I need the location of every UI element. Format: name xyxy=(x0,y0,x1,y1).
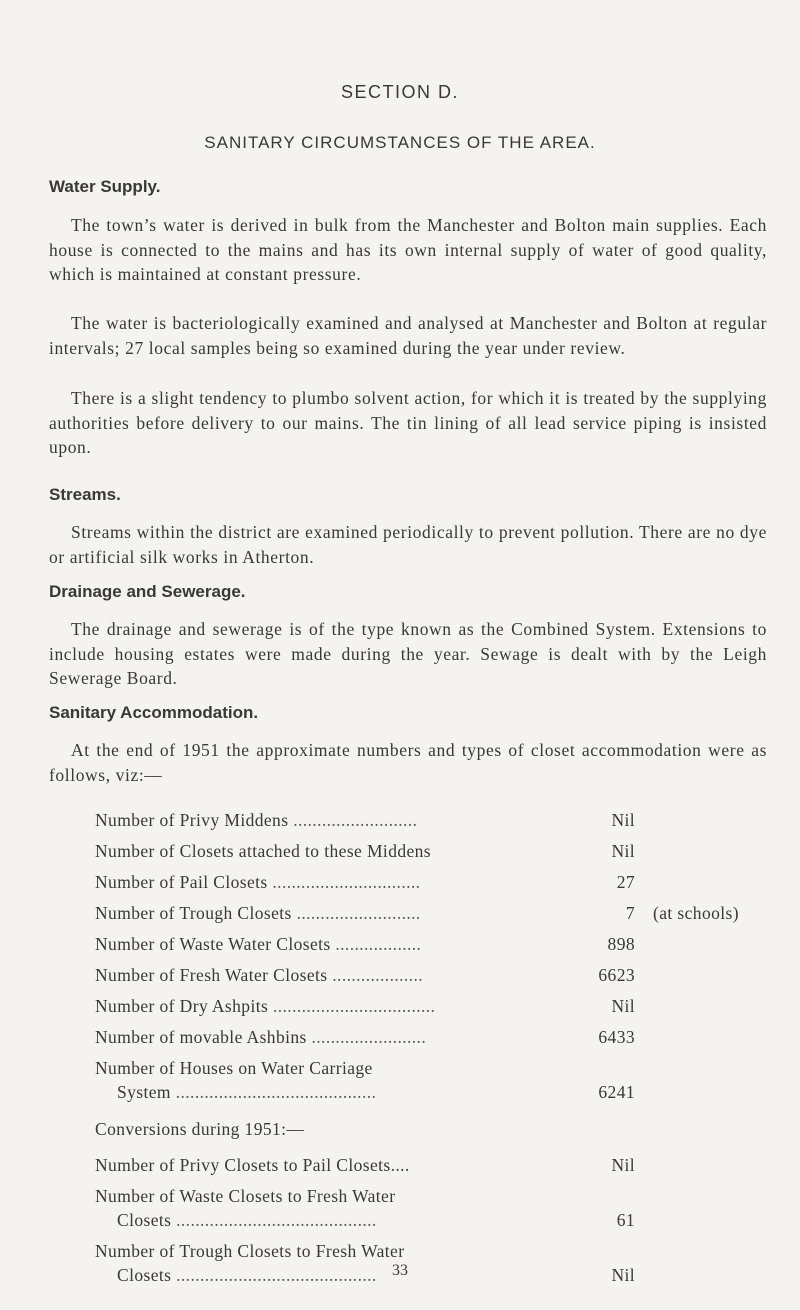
table-row xyxy=(95,1027,715,1051)
drainage-paragraph: The drainage and sewerage is of the type known as the Combined System. Extensions to include housing estates were made during the year. Sewage is dealt with by the Leigh Sewerage Board. xyxy=(49,619,767,688)
row-value: 6623 xyxy=(598,965,635,985)
row-value: 6433 xyxy=(598,1027,635,1047)
accommodation-heading: Sanitary Accommodation. xyxy=(49,703,259,722)
table-row xyxy=(95,1058,715,1082)
row-note: (at schools) xyxy=(653,903,739,923)
row-label: Number of Dry Ashpits .................................. xyxy=(95,996,436,1016)
row-label-continued: System .......................................... xyxy=(117,1082,377,1102)
streams-paragraph: Streams within the district are examined periodically to prevent pollution. There are no dye or artificial silk works in Atherton. xyxy=(49,522,767,567)
row-label: Number of Fresh Water Closets ................... xyxy=(95,965,423,985)
table-row xyxy=(95,965,715,989)
row-value: 6241 xyxy=(598,1082,635,1102)
row-value: Nil xyxy=(611,841,635,861)
table-row xyxy=(95,810,715,834)
page-number: 33 xyxy=(392,1262,408,1279)
row-label: Number of Trough Closets .......................... xyxy=(95,903,421,923)
water-supply-heading: Water Supply. xyxy=(49,177,161,196)
table-row-continued xyxy=(95,1210,715,1234)
row-value: Nil xyxy=(611,810,635,830)
row-label-continued: Closets .......................................... xyxy=(117,1265,377,1285)
row-label: Number of Waste Closets to Fresh Water xyxy=(95,1186,396,1206)
row-value: 27 xyxy=(616,872,635,892)
page-title: SANITARY CIRCUMSTANCES OF THE AREA. xyxy=(204,133,596,152)
row-label: Number of movable Ashbins ........................ xyxy=(95,1027,427,1047)
row-value: Nil xyxy=(611,1265,635,1285)
row-label: Number of Waste Water Closets .................. xyxy=(95,934,422,954)
row-label: Number of Houses on Water Carriage xyxy=(95,1058,373,1078)
water-supply-paragraph-3: There is a slight tendency to plumbo solvent action, for which it is treated by the supplying authorities before delivery to our mains. The tin lining of all lead service piping is insisted upon. xyxy=(49,388,767,457)
table-row xyxy=(95,996,715,1020)
row-value: 898 xyxy=(607,934,635,954)
table-row-continued xyxy=(95,1082,715,1106)
row-value: Nil xyxy=(611,1155,635,1175)
table-row xyxy=(95,903,739,927)
row-label: Number of Pail Closets ............................... xyxy=(95,872,421,892)
accommodation-paragraph: At the end of 1951 the approximate numbers and types of closet accommodation were as follows, viz:— xyxy=(49,740,767,785)
drainage-heading: Drainage and Sewerage. xyxy=(49,582,246,601)
table-row xyxy=(95,1186,715,1210)
conversions-heading: Conversions during 1951:— xyxy=(95,1119,305,1139)
streams-heading: Streams. xyxy=(49,485,121,504)
row-label-continued: Closets .......................................... xyxy=(117,1210,377,1230)
table-row xyxy=(95,841,715,865)
water-supply-paragraph-1: The town’s water is derived in bulk from the Manchester and Bolton main supplies. Each house is connected to the mains and has its own internal supply of water of good quality, which is maintained at constant pressure. xyxy=(49,215,767,284)
section-title: SECTION D. xyxy=(340,82,459,102)
table-row xyxy=(95,934,715,958)
row-label: Number of Privy Closets to Pail Closets.... xyxy=(95,1155,410,1175)
row-label: Number of Privy Middens .......................... xyxy=(95,810,418,830)
row-value: Nil xyxy=(611,996,635,1016)
table-row xyxy=(95,1155,715,1179)
row-value: 7 xyxy=(625,903,635,923)
water-supply-paragraph-2: The water is bacteriologically examined and analysed at Manchester and Bolton at regular intervals; 27 local samples being so examined during the year under review. xyxy=(49,313,767,358)
row-label: Number of Closets attached to these Middens xyxy=(95,841,432,861)
row-value: 61 xyxy=(616,1210,635,1230)
row-label: Number of Trough Closets to Fresh Water xyxy=(95,1241,405,1261)
table-row xyxy=(95,872,715,896)
